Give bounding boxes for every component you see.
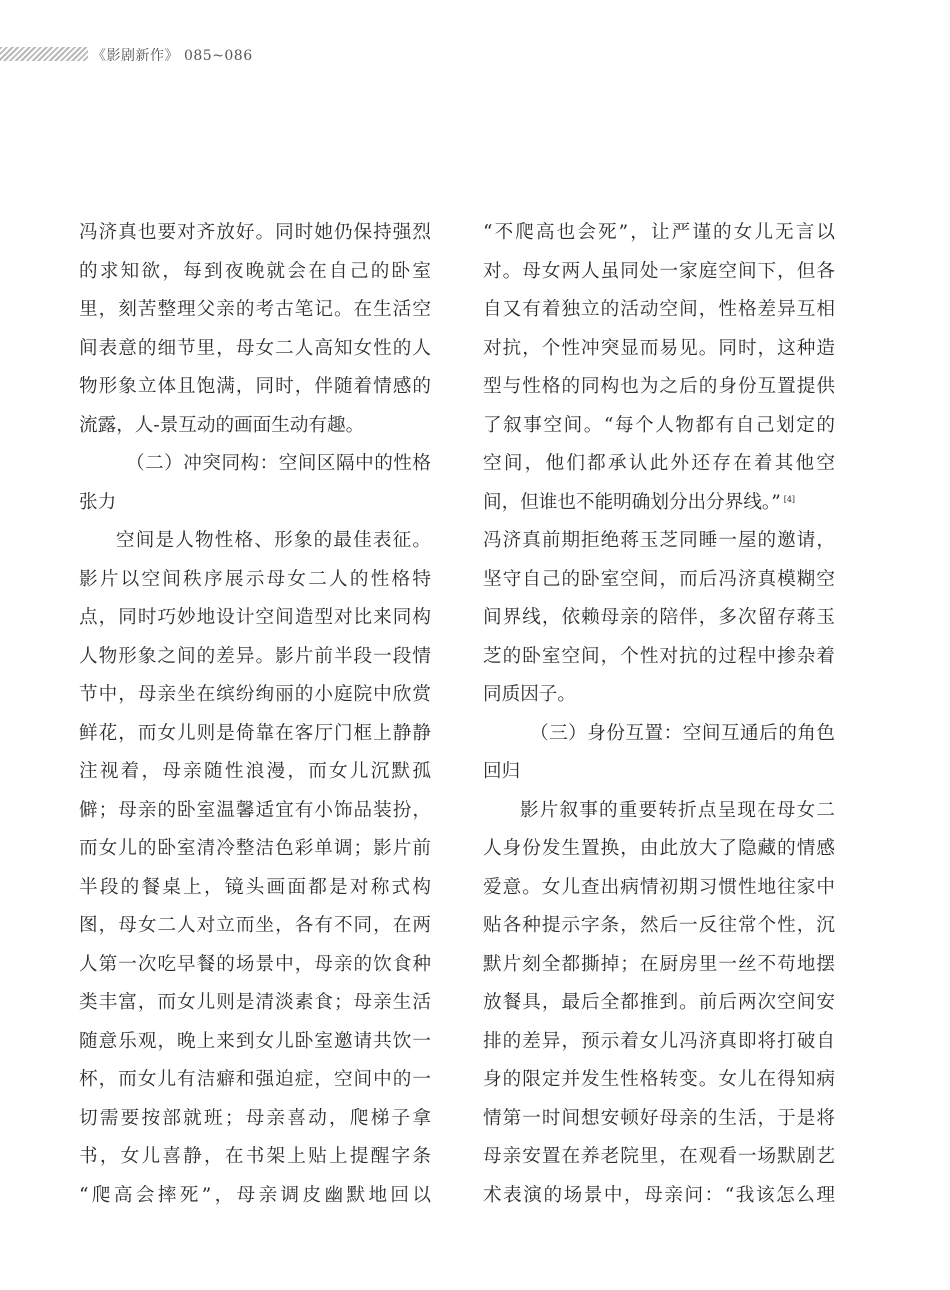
text-line: 冯济真前期拒绝蒋玉芝同睡一屋的邀请， [483, 530, 835, 551]
text-line: 人第一次吃早餐的场景中，母亲的饮食种 [79, 953, 431, 975]
section-heading-cont: 张力 [79, 491, 117, 513]
text-line: 切需要按部就班；母亲喜动，爬梯子拿 [79, 1107, 431, 1129]
text-line: 半段的餐桌上，镜头画面都是对称式构 [79, 876, 431, 898]
text-line: 书，女儿喜静，在书架上贴上提醒字条 [79, 1146, 431, 1167]
text-line: 母亲安置在养老院里，在观看一场默剧艺 [483, 1146, 835, 1167]
text-line-with-citation [483, 484, 835, 523]
text-line: 对。母女两人虽同处一家庭空间下，但各 [483, 260, 835, 282]
text-line: 节中，母亲坐在缤纷绚丽的小庭院中欣赏 [79, 684, 431, 705]
text-line: 自又有着独立的活动空间，性格差异互相 [483, 299, 835, 320]
text-line: 身的限定并发生性格转变。女儿在得知病 [483, 1069, 835, 1090]
header-decoration [0, 47, 88, 61]
text-line: 的求知欲，每到夜晚就会在自己的卧室 [79, 260, 431, 282]
text-line: 空间，他们都承认此外还存在着其他空 [483, 453, 835, 474]
text-line: 爱意。女儿查出病情初期习惯性地往家中 [483, 876, 835, 898]
text-line: 型与性格的同构也为之后的身份互置提供 [483, 376, 835, 397]
text-line: 影片叙事的重要转折点呈现在母女二 [520, 799, 835, 821]
text-line: 注视着，母亲随性浪漫，而女儿沉默孤 [79, 761, 431, 782]
text-line: 点，同时巧妙地设计空间造型对比来同构 [79, 607, 431, 628]
text-line: 僻；母亲的卧室温馨适宜有小饰品装扮， [79, 799, 431, 821]
text-line: 鲜花，而女儿则是倚靠在客厅门框上静静 [79, 722, 431, 744]
text-line: 芝的卧室空间，个性对抗的过程中掺杂着 [483, 645, 835, 667]
text-line: 坚守自己的卧室空间，而后冯济真模糊空 [483, 568, 835, 590]
text-line: 贴各种提示字条，然后一反往常个性，沉 [483, 915, 835, 936]
text-line: 对抗，个性冲突显而易见。同时，这种造 [483, 337, 835, 359]
text-line: 影片以空间秩序展示母女二人的性格特 [79, 568, 431, 590]
text-line: 流露，人-景互动的画面生动有趣。 [79, 414, 365, 436]
right-column [483, 214, 835, 1215]
citation-marker: [4] [783, 494, 796, 504]
text-line: 而女儿的卧室清冷整洁色彩单调；影片前 [79, 838, 431, 859]
text-line: 空间是人物性格、形象的最佳表征。 [116, 530, 431, 551]
text-line: 人物形象之间的差异。影片前半段一段情 [79, 645, 431, 667]
text-line: 物形象立体且饱满，同时，伴随着情感的 [79, 376, 431, 397]
text-line: 情第一时间想安顿好母亲的生活，于是将 [483, 1107, 835, 1129]
text-line: 同质因子。 [483, 684, 576, 705]
text-line: 随意乐观，晚上来到女儿卧室邀请共饮一 [79, 1030, 431, 1052]
journal-header: 《影剧新作》 085~086 [92, 48, 253, 64]
text-line: 图，母女二人对立而坐，各有不同，在两 [79, 915, 431, 936]
text-line: 了叙事空间。“每个人物都有自己划定的 [483, 414, 835, 436]
text-line: 里，刻苦整理父亲的考古笔记。在生活空 [79, 299, 431, 320]
text-line: 类丰富，而女儿则是清淡素食；母亲生活 [79, 992, 431, 1013]
text-line: 间，但谁也不能明确划分出分界线。” [483, 491, 781, 513]
section-heading-cont: 回归 [483, 761, 521, 782]
text-line: 术表演的场景中，母亲问：“我该怎么理 [483, 1184, 835, 1206]
section-heading: （二）冲突同构：空间区隔中的性格 [126, 453, 431, 474]
text-line: 间界线，依赖母亲的陪伴，多次留存蒋玉 [483, 607, 835, 628]
text-line: 排的差异，预示着女儿冯济真即将打破自 [483, 1030, 835, 1052]
section-heading: （三）身份互置：空间互通后的角色 [530, 722, 835, 744]
text-line: 杯，而女儿有洁癖和强迫症，空间中的一 [79, 1069, 431, 1090]
text-line: 人身份发生置换，由此放大了隐藏的情感 [483, 838, 835, 859]
text-line: “爬高会摔死”，母亲调皮幽默地回以 [79, 1184, 431, 1206]
text-line: “不爬高也会死”，让严谨的女儿无言以 [483, 222, 835, 243]
text-line: 冯济真也要对齐放好。同时她仍保持强烈 [79, 222, 431, 243]
text-line: 间表意的细节里，母女二人高知女性的人 [79, 337, 431, 359]
text-line: 放餐具，最后全都推到。前后两次空间安 [483, 992, 835, 1013]
text-line: 默片刻全都撕掉；在厨房里一丝不苟地摆 [483, 953, 835, 975]
left-column [79, 214, 431, 1215]
